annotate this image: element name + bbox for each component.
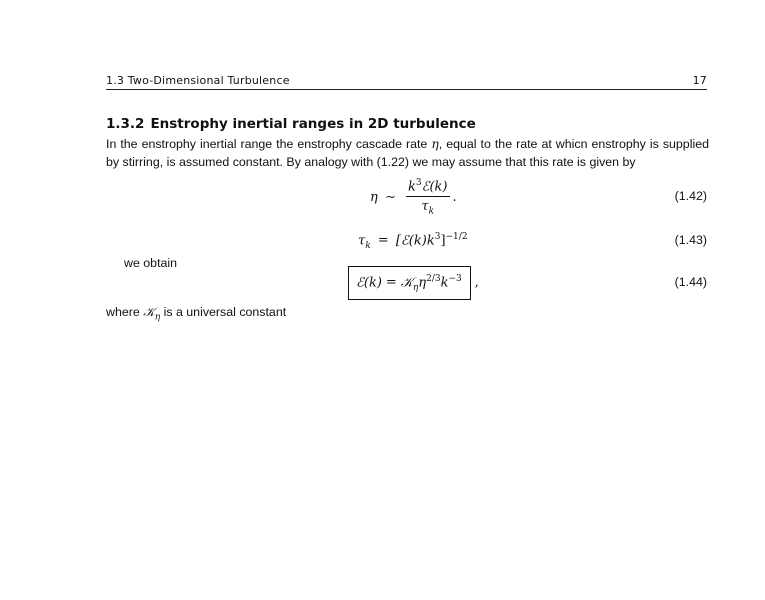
eq-symbol: k	[407, 179, 416, 195]
eq-fraction	[406, 178, 450, 217]
where-text	[106, 304, 286, 322]
eq-denominator	[406, 197, 450, 217]
eq-relation: =	[385, 275, 397, 291]
eq-exponent: 3	[434, 232, 441, 242]
equation-number-1-44: (1.44)	[674, 275, 707, 289]
we-obtain-text: we obtain	[124, 256, 178, 270]
header-rule	[106, 89, 707, 90]
eq-trail: ,	[474, 275, 479, 291]
eq-symbol: τ	[421, 199, 429, 215]
eq-exponent: −1/2	[445, 232, 468, 242]
equation-1-43	[358, 232, 468, 251]
eta-symbol: η	[431, 136, 439, 151]
eq-exponent: −3	[448, 274, 462, 284]
where-text-end: is a universal constant	[160, 305, 287, 319]
section-number: 1.3.2	[106, 116, 145, 132]
constant-symbol: 𝒦	[143, 304, 155, 319]
section-heading	[106, 116, 476, 132]
paragraph-text: , equal to the rate at whicn enstrophy is supplied	[438, 137, 709, 151]
constant-subscript: η	[154, 312, 161, 323]
eq-symbol: τ	[358, 233, 366, 249]
eq-relation: ∼	[384, 189, 396, 205]
page-number: 17	[692, 74, 707, 87]
eq-numerator	[406, 178, 450, 197]
eq-exponent: 2/3	[426, 274, 441, 284]
equation-1-44	[348, 266, 479, 300]
paragraph-text: In the enstrophy inertial range the enstrophy cascade rate	[106, 137, 432, 151]
intro-paragraph	[106, 135, 709, 171]
paragraph-line-1	[106, 135, 709, 154]
eq-subscript: k	[428, 206, 435, 217]
eq-exponent: 3	[415, 178, 422, 188]
eq-symbol: [ℰ(k)k	[395, 233, 435, 249]
eq-lhs: η	[370, 189, 378, 205]
eq-lhs: ℰ(k)	[356, 275, 382, 291]
where-text-start: where	[106, 305, 144, 319]
eq-subscript: k	[365, 240, 371, 251]
eq-subscript: η	[412, 282, 419, 293]
eq-symbol: k	[440, 275, 449, 291]
equation-1-42	[370, 178, 457, 217]
eq-trail: .	[452, 189, 457, 205]
equation-number-1-43: (1.43)	[674, 233, 707, 247]
eq-relation: =	[377, 233, 389, 249]
eq-symbol: 𝒦	[400, 275, 413, 291]
paragraph-line-2: by stirring, is assumed constant. By analogy with (1.22) we may assume that this rate is given by	[106, 154, 636, 169]
boxed-equation	[348, 266, 471, 300]
running-header-section: 1.3 Two-Dimensional Turbulence	[106, 74, 290, 87]
eq-symbol: η	[418, 275, 427, 291]
section-title: Enstrophy inertial ranges in 2D turbulence	[150, 116, 476, 132]
eq-symbol: ]	[440, 233, 446, 249]
equation-number-1-42: (1.42)	[674, 189, 707, 203]
running-header	[106, 74, 707, 90]
eq-symbol: ℰ(k)	[421, 179, 448, 195]
